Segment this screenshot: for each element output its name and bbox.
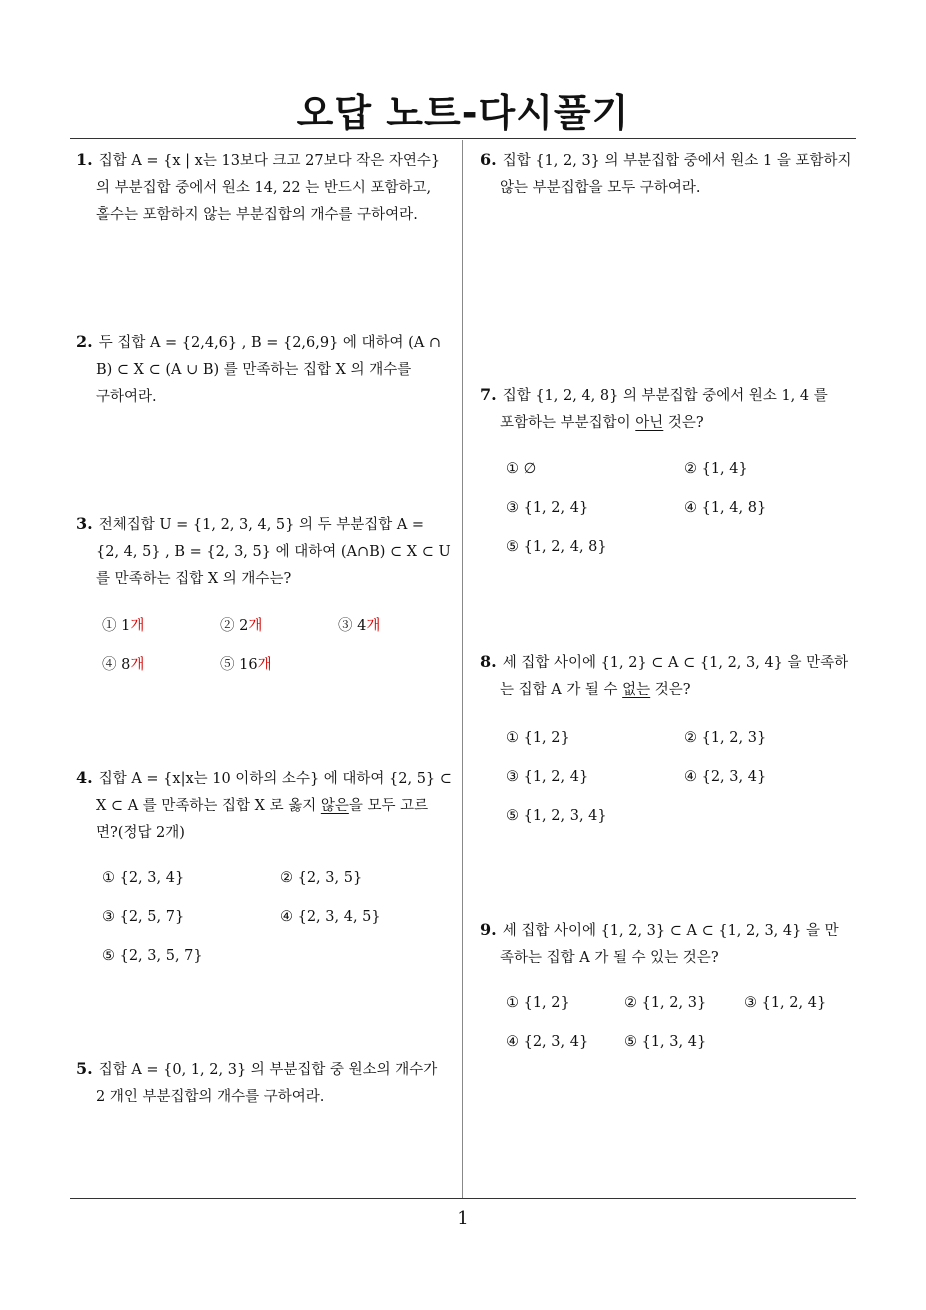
problem-3 xyxy=(76,510,456,593)
choice-4[interactable]: ④ 8개 xyxy=(102,657,145,673)
choice-2[interactable]: ② {1, 2, 3} xyxy=(684,730,767,746)
problem-text: 을 모두 고르 xyxy=(348,798,429,814)
choice-3[interactable]: ③ {1, 2, 4} xyxy=(506,769,589,785)
problem-text: 족하는 집합 A 가 될 수 있는 것은? xyxy=(500,950,719,966)
problem-text: 것은? xyxy=(663,415,704,431)
problem-text: 는 집합 A 가 될 수 xyxy=(500,682,623,698)
choice-1[interactable]: ① {1, 2} xyxy=(506,730,570,746)
problem-2 xyxy=(76,328,456,411)
problem-text: 구하여라. xyxy=(96,389,157,405)
underlined-keyword: 아닌 xyxy=(635,415,664,431)
choice-2[interactable]: ② 2개 xyxy=(220,618,263,634)
problem-text: 를 만족하는 집합 X 의 개수는? xyxy=(96,571,292,587)
choice-2[interactable]: ② {2, 3, 5} xyxy=(280,870,363,886)
problem-text: 집합 A = {0, 1, 2, 3} 의 부분집합 중 원소의 개수가 xyxy=(98,1062,438,1078)
problem-number: 7. xyxy=(480,385,497,404)
problem-text: {2, 4, 5} , B = {2, 3, 5} 에 대하여 (A∩B) ⊂ X ⊂ U xyxy=(96,544,451,560)
choice-1[interactable]: ① {1, 2} xyxy=(506,995,570,1011)
choice-2[interactable]: ② {1, 2, 3} xyxy=(624,995,707,1011)
problem-text: 않는 부분집합을 모두 구하여라. xyxy=(500,180,701,196)
column-divider xyxy=(462,140,463,1199)
problem-text: 집합 A = {x | x는 13보다 크고 27보다 작은 자연수} xyxy=(98,153,441,169)
problem-text: 집합 {1, 2, 3} 의 부분집합 중에서 원소 1 을 포함하지 xyxy=(502,153,852,169)
choice-5[interactable]: ⑤ {1, 3, 4} xyxy=(624,1034,707,1050)
bottom-rule xyxy=(70,1198,856,1199)
problem-number: 3. xyxy=(76,514,93,533)
problem-number: 8. xyxy=(480,652,497,671)
problem-number: 4. xyxy=(76,768,93,787)
problem-5 xyxy=(76,1055,456,1111)
problem-text: 의 부분집합 중에서 원소 14, 22 는 반드시 포함하고, xyxy=(96,180,432,196)
choice-5[interactable]: ⑤ {1, 2, 3, 4} xyxy=(506,808,607,824)
choice-3[interactable]: ③ 4개 xyxy=(338,618,381,634)
choice-3[interactable]: ③ {1, 2, 4} xyxy=(506,500,589,516)
problem-number: 1. xyxy=(76,150,93,169)
underlined-keyword: 않은 xyxy=(320,798,349,814)
choice-3[interactable]: ③ {2, 5, 7} xyxy=(102,909,185,925)
problem-number: 6. xyxy=(480,150,497,169)
choice-1[interactable]: ① ∅ xyxy=(506,461,537,477)
problem-text: B) ⊂ X ⊂ (A ∪ B) 를 만족하는 집합 X 의 개수를 xyxy=(96,362,412,378)
choice-5[interactable]: ⑤ {1, 2, 4, 8} xyxy=(506,539,607,555)
problem-number: 5. xyxy=(76,1059,93,1078)
choice-2[interactable]: ② {1, 4} xyxy=(684,461,748,477)
problem-text: 면?(정답 2개) xyxy=(96,825,185,841)
problem-text: 2 개인 부분집합의 개수를 구하여라. xyxy=(96,1089,325,1105)
choice-4[interactable]: ④ {2, 3, 4, 5} xyxy=(280,909,381,925)
choice-4[interactable]: ④ {1, 4, 8} xyxy=(684,500,767,516)
problem-text: 두 집합 A = {2,4,6} , B = {2,6,9} 에 대하여 (A ∩ xyxy=(98,335,442,351)
problem-7 xyxy=(480,381,860,437)
problem-text: 세 집합 사이에 {1, 2, 3} ⊂ A ⊂ {1, 2, 3, 4} 을 만 xyxy=(502,923,839,939)
problem-text: X ⊂ A 를 만족하는 집합 X 로 옳지 xyxy=(96,798,321,814)
problem-text: 것은? xyxy=(650,682,691,698)
problem-8 xyxy=(480,648,860,704)
choice-4[interactable]: ④ {2, 3, 4} xyxy=(684,769,767,785)
choice-4[interactable]: ④ {2, 3, 4} xyxy=(506,1034,589,1050)
problem-1 xyxy=(76,146,456,229)
page-title: 오답 노트-다시풀기 xyxy=(296,91,630,135)
choice-1[interactable]: ① {2, 3, 4} xyxy=(102,870,185,886)
problem-9 xyxy=(480,916,860,972)
choice-5[interactable]: ⑤ {2, 3, 5, 7} xyxy=(102,948,203,964)
underlined-keyword: 없는 xyxy=(622,682,651,698)
choice-3[interactable]: ③ {1, 2, 4} xyxy=(744,995,827,1011)
problem-text: 홀수는 포함하지 않는 부분집합의 개수를 구하여라. xyxy=(96,207,418,223)
problem-text: 집합 A = {x|x는 10 이하의 소수} 에 대하여 {2, 5} ⊂ xyxy=(98,771,452,787)
choice-1[interactable]: ① 1개 xyxy=(102,618,145,634)
problem-text: 세 집합 사이에 {1, 2} ⊂ A ⊂ {1, 2, 3, 4} 을 만족하 xyxy=(502,655,849,671)
problem-text: 전체집합 U = {1, 2, 3, 4, 5} 의 두 부분집합 A = xyxy=(98,517,425,533)
problem-text: 포함하는 부분집합이 xyxy=(500,415,636,431)
problem-4 xyxy=(76,764,456,847)
problem-number: 9. xyxy=(480,920,497,939)
choice-5[interactable]: ⑤ 16개 xyxy=(220,657,272,673)
problem-number: 2. xyxy=(76,332,93,351)
problem-6 xyxy=(480,146,860,202)
top-rule xyxy=(70,138,856,139)
problem-text: 집합 {1, 2, 4, 8} 의 부분집합 중에서 원소 1, 4 를 xyxy=(502,388,828,404)
page-number: 1 xyxy=(457,1208,469,1229)
